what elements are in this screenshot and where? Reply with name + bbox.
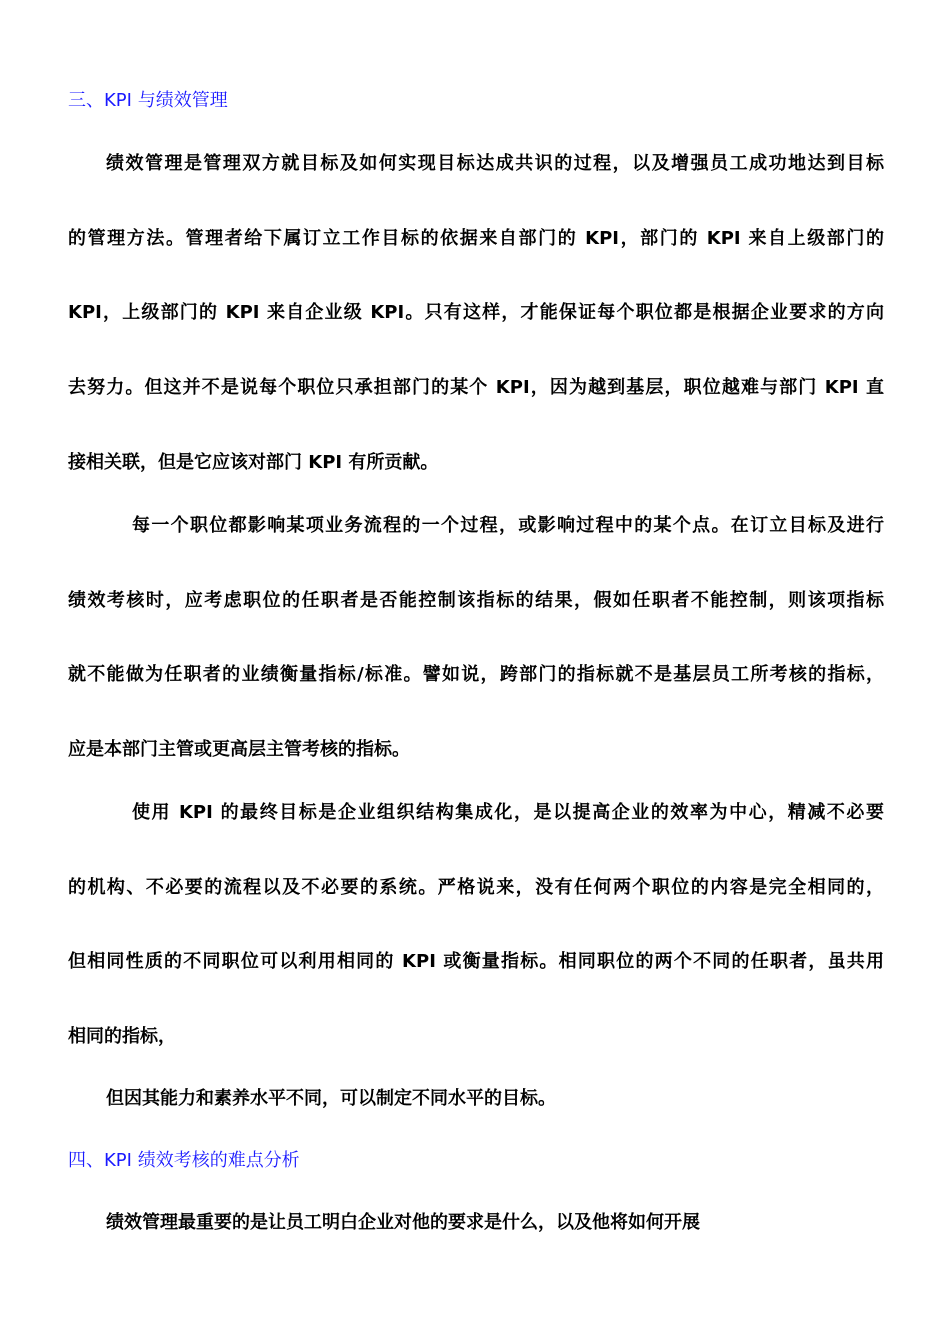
- paragraph-line: 但因其能力和素养水平不同，可以制定不同水平的目标。: [106, 1088, 556, 1109]
- paragraph-line: 去努力。但这并不是说每个职位只承担部门的某个 KPI，因为越到基层，职位越难与部门 KPI 直: [68, 377, 884, 398]
- paragraph-line: 的机构、不必要的流程以及不必要的系统。严格说来，没有任何两个职位的内容是完全相同的，: [68, 877, 884, 898]
- paragraph-line: 但相同性质的不同职位可以利用相同的 KPI 或衡量指标。相同职位的两个不同的任职者，虽共用: [68, 951, 884, 972]
- paragraph-line: 相同的指标，: [68, 1026, 176, 1047]
- paragraph-line: 每一个职位都影响某项业务流程的一个过程，或影响过程中的某个点。在订立目标及进行: [132, 515, 884, 536]
- section-3-heading: 三、KPI 与绩效管理: [68, 90, 228, 111]
- paragraph-line: 接相关联，但是它应该对部门 KPI 有所贡献。: [68, 452, 439, 473]
- paragraph-line: 使用 KPI 的最终目标是企业组织结构集成化，是以提高企业的效率为中心，精减不必要: [132, 802, 884, 823]
- paragraph-line: 应是本部门主管或更高层主管考核的指标。: [68, 739, 410, 760]
- paragraph-line: 绩效管理是管理双方就目标及如何实现目标达成共识的过程，以及增强员工成功地达到目标: [106, 153, 884, 174]
- paragraph-line: 绩效管理最重要的是让员工明白企业对他的要求是什么，以及他将如何开展: [106, 1212, 700, 1233]
- paragraph-line: 就不能做为任职者的业绩衡量指标/标准。譬如说，跨部门的指标就不是基层员工所考核的指标，: [68, 664, 884, 685]
- paragraph-line: 的管理方法。管理者给下属订立工作目标的依据来自部门的 KPI，部门的 KPI 来自上级部门的: [68, 228, 884, 249]
- paragraph-line: KPI，上级部门的 KPI 来自企业级 KPI。只有这样，才能保证每个职位都是根据企业要求的方向: [68, 302, 884, 323]
- section-4-heading: 四、KPI 绩效考核的难点分析: [68, 1150, 300, 1171]
- paragraph-line: 绩效考核时，应考虑职位的任职者是否能控制该指标的结果，假如任职者不能控制，则该项指标: [68, 590, 884, 611]
